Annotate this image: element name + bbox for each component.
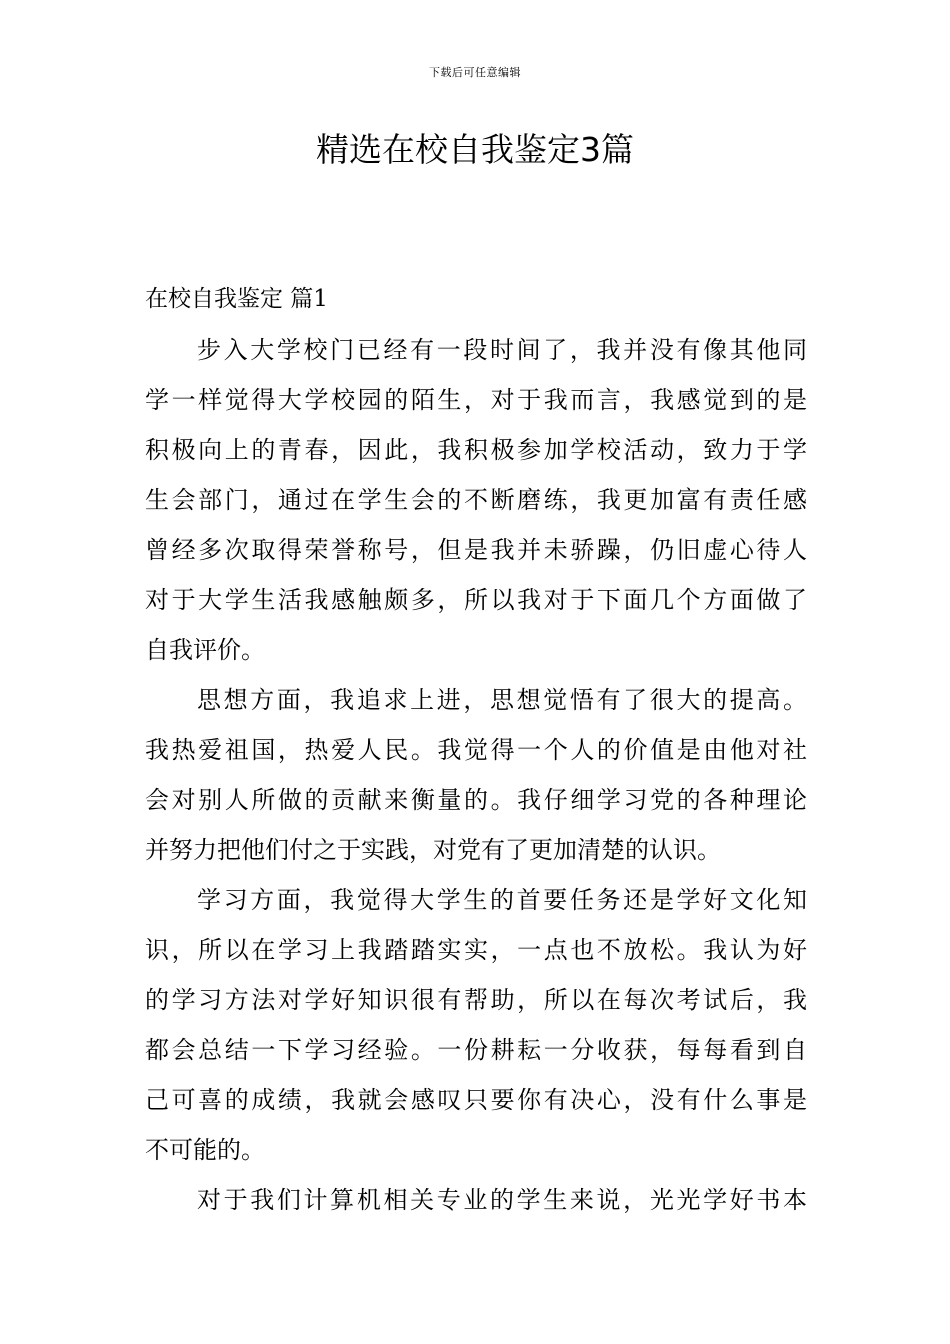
paragraph-line: 会对别人所做的贡献来衡量的。我仔细学习党的各种理论 — [145, 786, 807, 814]
document-title: 精选在校自我鉴定3篇 — [316, 130, 634, 169]
paragraph-line: 己可喜的成绩，我就会感叹只要你有决心，没有什么事是 — [145, 1086, 807, 1114]
paragraph-line: 积极向上的青春，因此，我积极参加学校活动，致力于学 — [145, 436, 807, 464]
section-heading: 在校自我鉴定 篇1 — [145, 286, 328, 312]
paragraph-line: 不可能的。 — [145, 1136, 265, 1164]
paragraph-line: 思想方面，我追求上进，思想觉悟有了很大的提高。 — [197, 686, 807, 714]
paragraph-line: 自我评价。 — [145, 636, 265, 664]
paragraph-line: 学一样觉得大学校园的陌生，对于我而言，我感觉到的是 — [145, 386, 807, 414]
paragraph-line: 对于大学生活我感触颇多，所以我对于下面几个方面做了 — [145, 586, 807, 614]
paragraph-line: 我热爱祖国，热爱人民。我觉得一个人的价值是由他对社 — [145, 736, 807, 764]
paragraph-line: 识，所以在学习上我踏踏实实，一点也不放松。我认为好 — [145, 936, 807, 964]
paragraph-line: 都会总结一下学习经验。一份耕耘一分收获，每每看到自 — [145, 1036, 807, 1064]
paragraph-line: 的学习方法对学好知识很有帮助，所以在每次考试后，我 — [145, 986, 807, 1014]
paragraph-line: 学习方面，我觉得大学生的首要任务还是学好文化知 — [197, 886, 807, 914]
paragraph-line: 对于我们计算机相关专业的学生来说，光光学好书本 — [197, 1186, 807, 1214]
paragraph-line: 并努力把他们付之于实践，对党有了更加清楚的认识。 — [145, 836, 721, 864]
header-note: 下载后可任意编辑 — [429, 66, 521, 79]
paragraph-line: 曾经多次取得荣誉称号，但是我并未骄躁，仍旧虚心待人 — [145, 536, 807, 564]
paragraph-line: 生会部门，通过在学生会的不断磨练，我更加富有责任感 — [145, 486, 807, 514]
paragraph-line: 步入大学校门已经有一段时间了，我并没有像其他同 — [197, 336, 807, 364]
